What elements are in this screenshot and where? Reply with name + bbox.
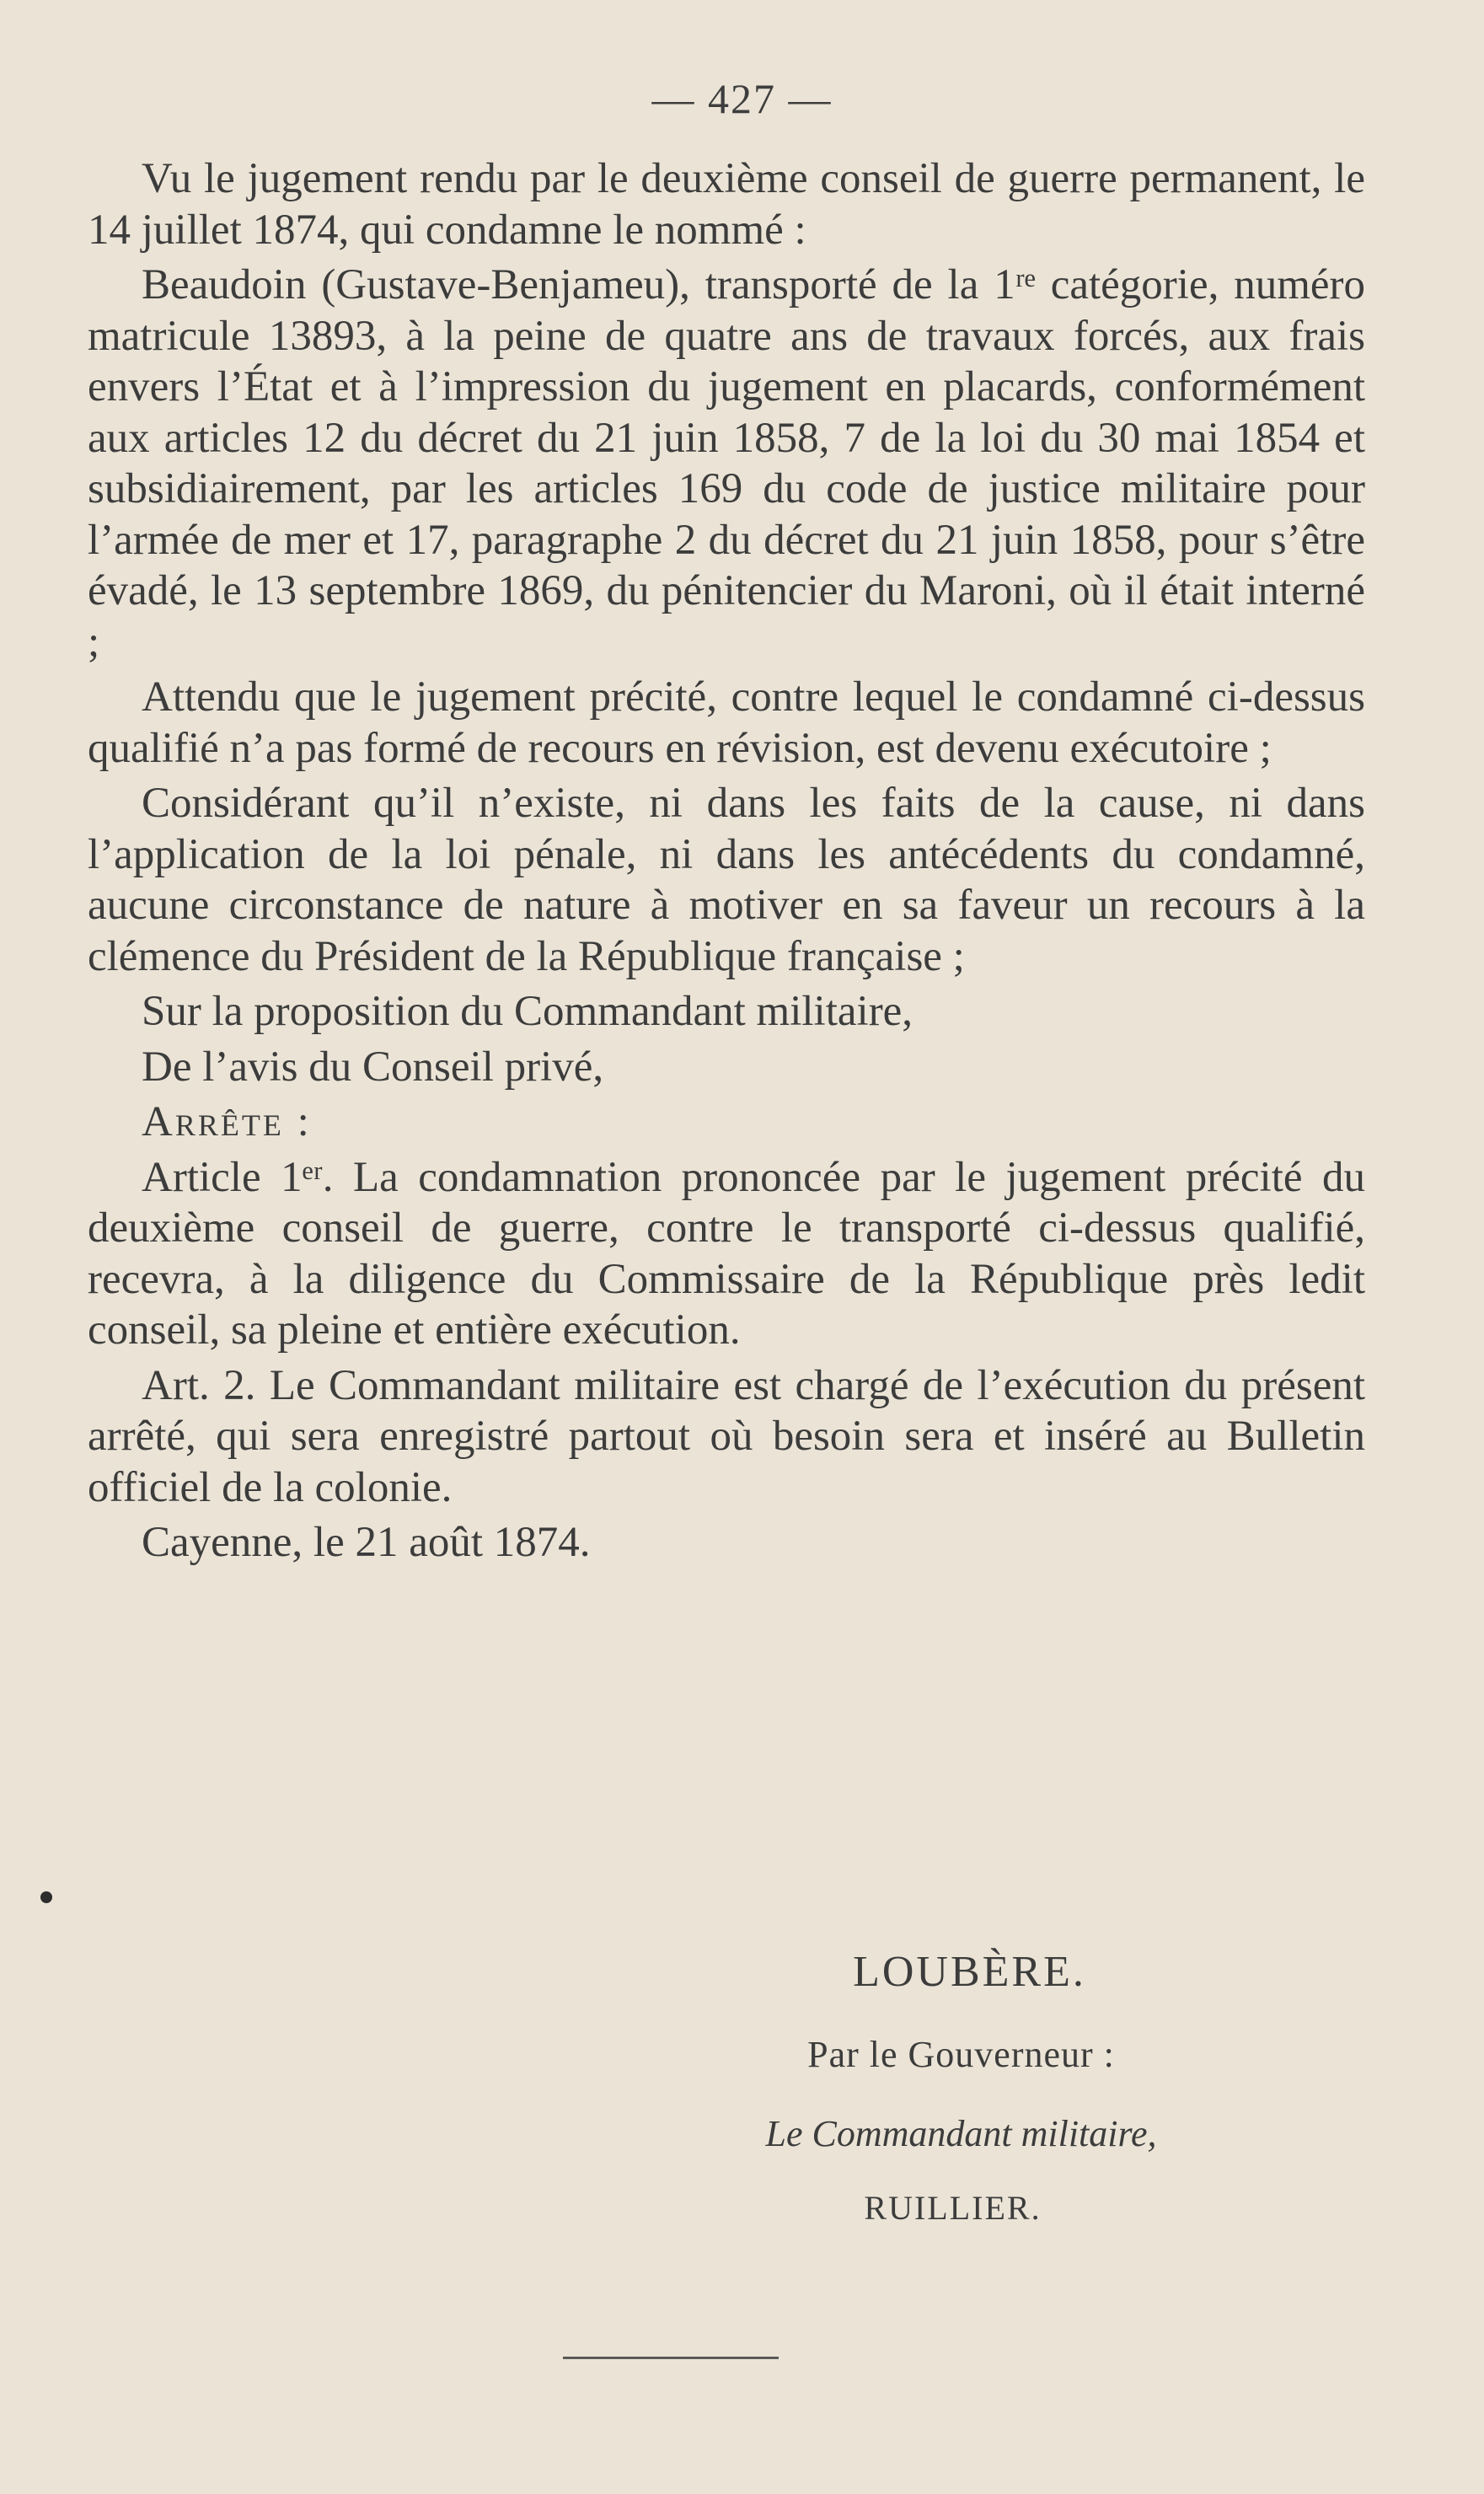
paragraph-article-1: Article 1ᵉʳ. La condamnation prononcée par le jugement précité du deuxième conseil de guerre, contre le transporté ci-dessus qualifié, recevra, à la diligence du Commissaire de la République près ledit conseil, sa pleine et entière exécution. bbox=[88, 1153, 1365, 1354]
paragraph-article-2: Art. 2. Le Commandant militaire est chargé de l’exécution du présent arrêté, qui sera enregistré partout où besoin sera et inséré au Bulletin officiel de la colonie. bbox=[88, 1361, 1365, 1511]
paragraph-date-place: Cayenne, le 21 août 1874. bbox=[142, 1519, 591, 1566]
signature-by-line: Par le Gouverneur : bbox=[807, 2034, 1115, 2075]
paragraph-proposition: Sur la proposition du Commandant militaire, bbox=[142, 988, 913, 1035]
signature-name: LOUBÈRE. bbox=[853, 1948, 1086, 1996]
closing-rule bbox=[563, 2357, 779, 2359]
paragraph-avis: De l’avis du Conseil privé, bbox=[142, 1043, 604, 1091]
signature-countersign: RUILLIER. bbox=[864, 2189, 1042, 2227]
paragraph-attendu: Attendu que le jugement précité, contre lequel le condamné ci-dessus qualifié n’a pas formé de recours en révision, est devenu exécutoire ; bbox=[88, 673, 1365, 772]
signature-title: Le Commandant militaire, bbox=[765, 2113, 1157, 2154]
paragraph-considerant: Considérant qu’il n’existe, ni dans les faits de la cause, ni dans l’application de la loi pénale, ni dans les antécédents du condamné, aucune circonstance de nature à motiver en sa faveur un recours à la clémence du Président de la République française ; bbox=[88, 780, 1365, 980]
body-text bbox=[88, 153, 1365, 1573]
paragraph-beaudoin: Beaudoin (Gustave-Benjameu), transporté de la 1ʳᵉ catégorie, numéro matricule 13893, à la peine de quatre ans de travaux forcés, aux frais envers l’État et à l’impression du jugement en placards, conformément aux articles 12 du décret du 21 juin 1858, 7 de la loi du 30 mai 1854 et subsidiairement, par les articles 169 du code de justice militaire pour l’armée de mer et 17, paragraphe 2 du décret du 21 juin 1858, pour s’être évadé, le 13 septembre 1869, du pénitencier du Maroni, où il était interné ; bbox=[88, 261, 1365, 666]
ink-speck bbox=[40, 1891, 52, 1903]
page-number: — 427 — bbox=[651, 75, 833, 122]
paragraph-arrete: Arrête : bbox=[142, 1098, 312, 1145]
paragraph-vu: Vu le jugement rendu par le deuxième conseil de guerre permanent, le 14 juillet 1874, qui condamne le nommé : bbox=[88, 155, 1365, 254]
